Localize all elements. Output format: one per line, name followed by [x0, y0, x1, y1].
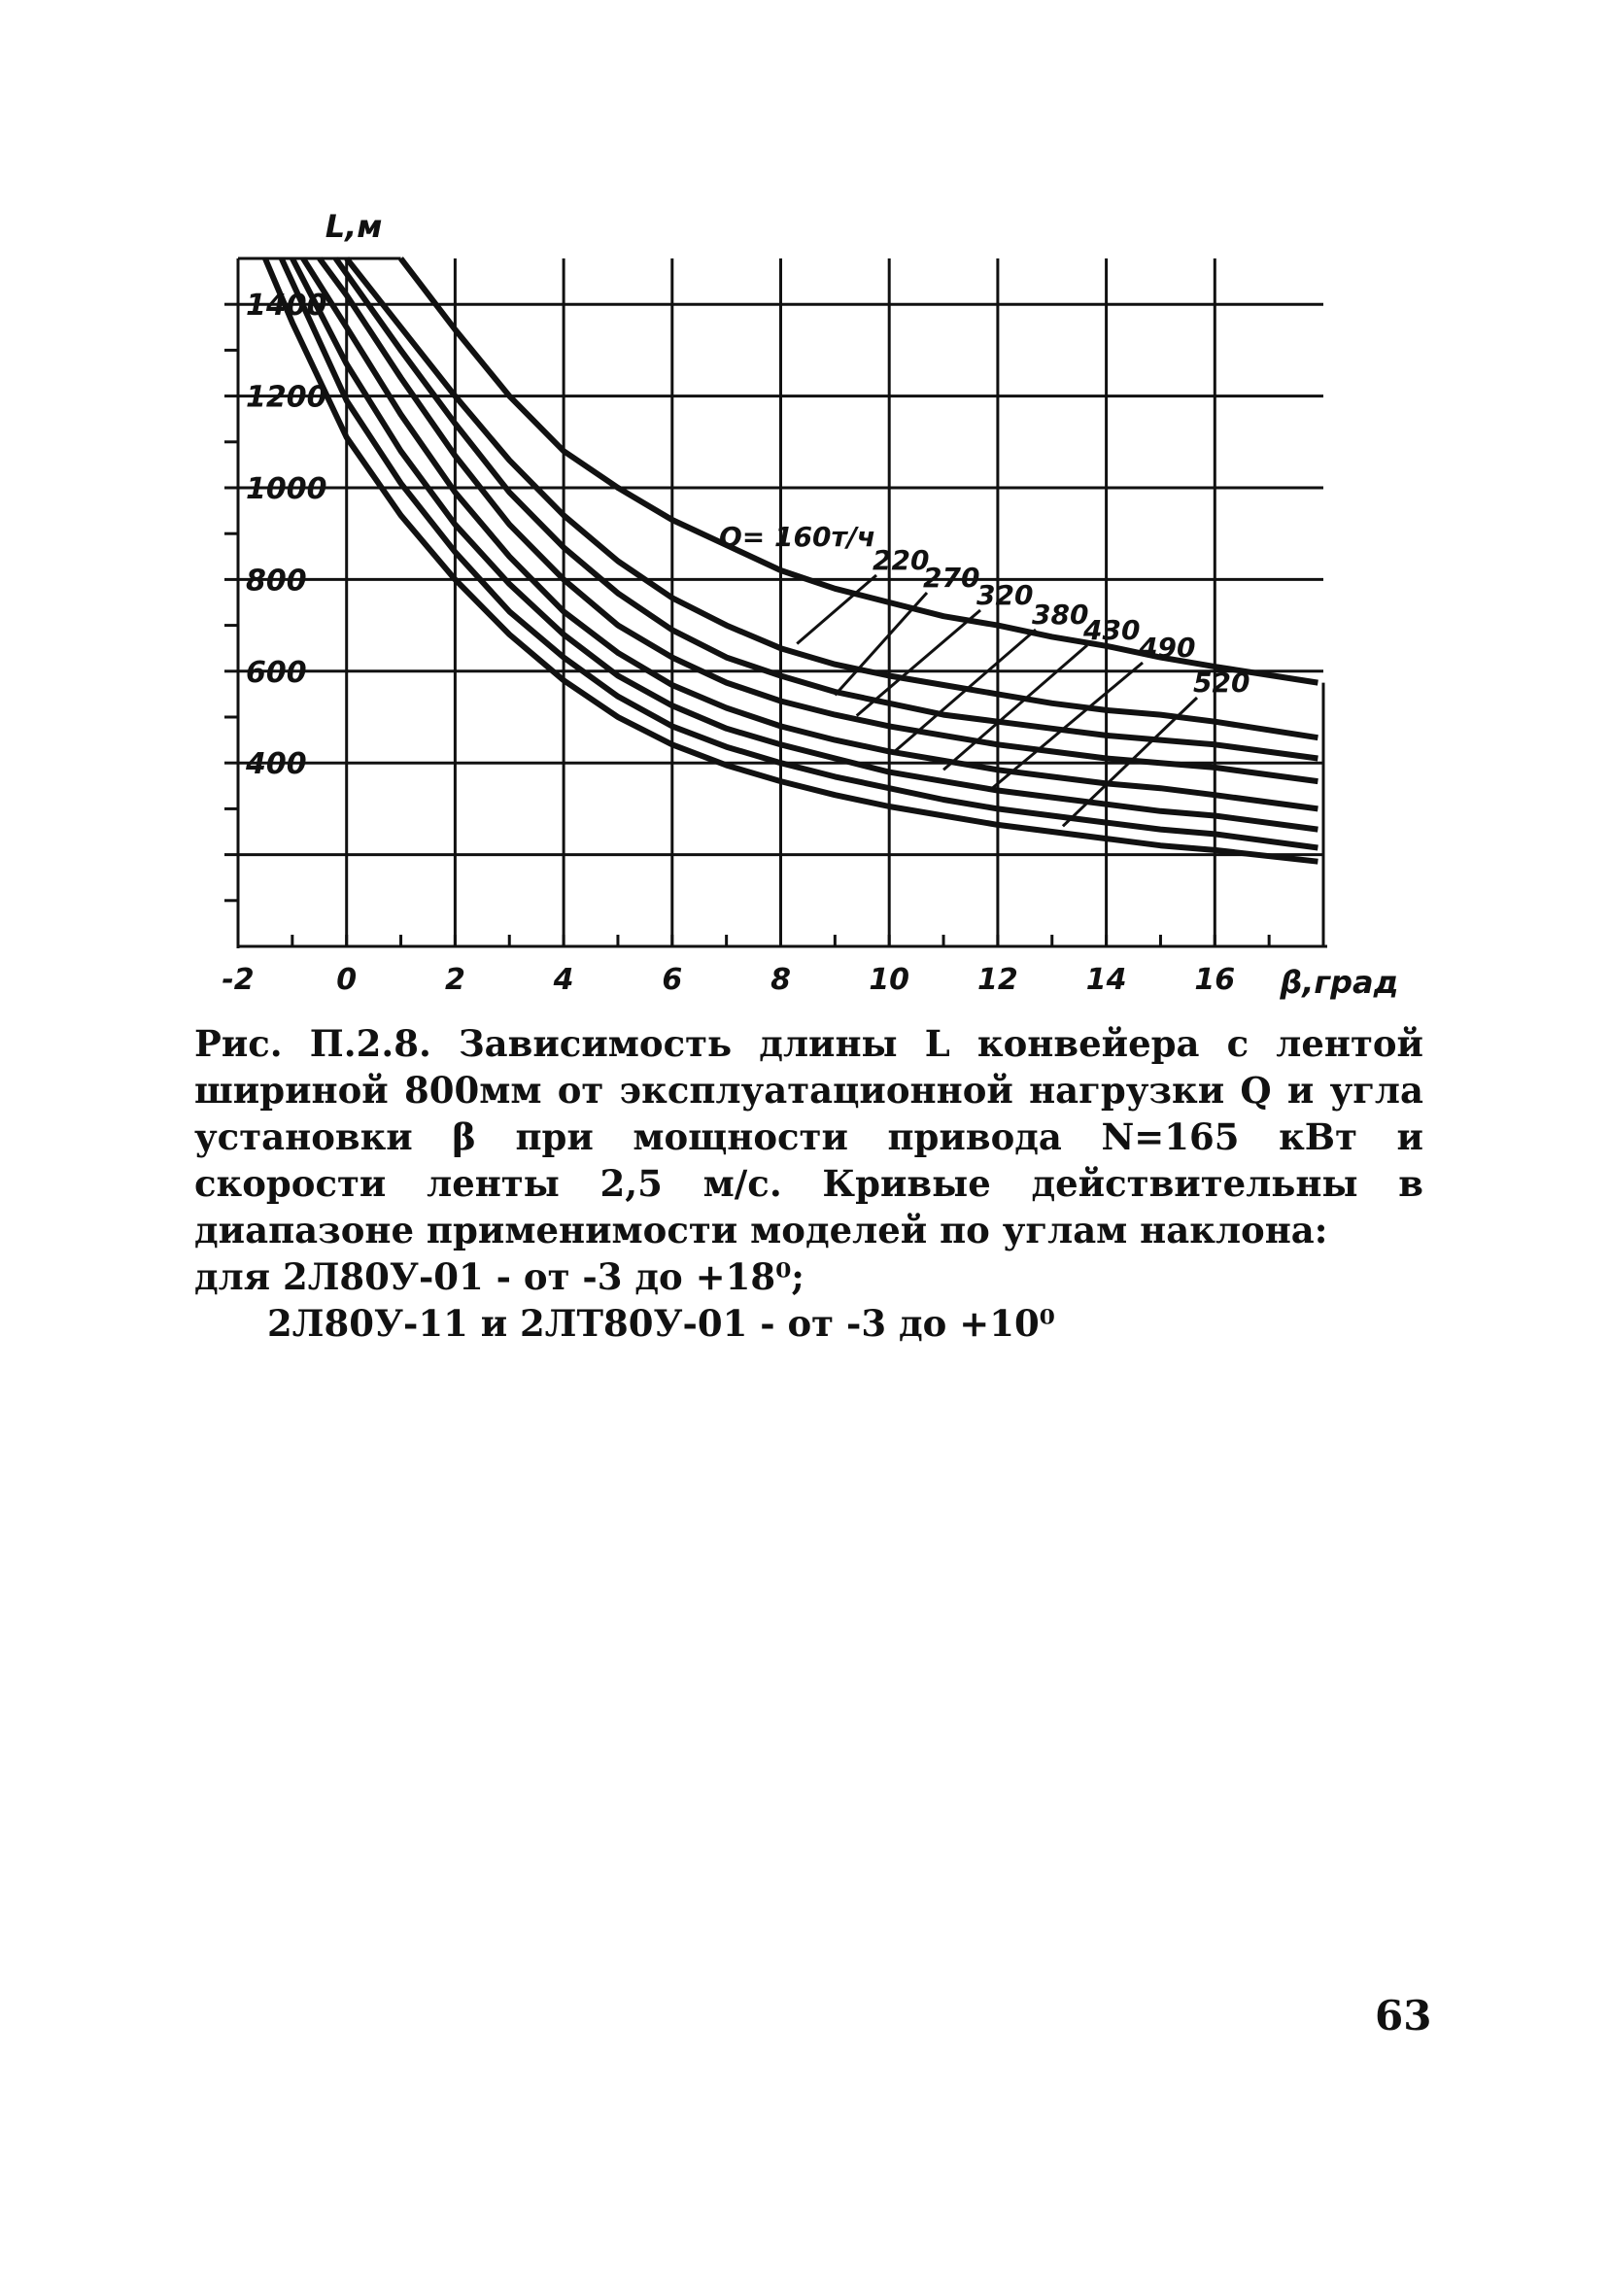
series-leader-380 — [895, 630, 1036, 751]
chart-series — [265, 258, 1318, 862]
x-axis-title: β,град — [1280, 964, 1399, 1001]
series-label-160: Q= 160т/ч — [719, 521, 876, 553]
series-leader-220 — [797, 575, 876, 643]
series-label-220: 220 — [873, 544, 930, 576]
series-label-380: 380 — [1032, 599, 1089, 631]
caption-main: Рис. П.2.8. Зависимость длины L конвейера с лентой шириной 800мм от эксплуатационной нагрузки Q и угла установки β при мощности привода N=165 кВт и скорости ленты 2,5 м/с. Кривые действительны в диапазоне применимости моделей по углам наклона: — [194, 1022, 1423, 1251]
y-tick-label: 1200 — [246, 380, 327, 415]
series-curve-220 — [347, 258, 1318, 737]
caption-model-2: 2Л80У-11 и 2ЛТ80У-01 - от -3 до +10⁰ — [267, 1302, 1055, 1345]
x-tick-label: 10 — [869, 963, 910, 997]
x-tick-label: 6 — [662, 963, 683, 997]
series-curve-490 — [282, 258, 1318, 848]
y-tick-label: 400 — [246, 747, 307, 782]
page-number: 63 — [1375, 1992, 1432, 2039]
series-label-490: 490 — [1139, 632, 1196, 664]
caption-model-1: для 2Л80У-01 - от -3 до +18⁰; — [194, 1255, 804, 1298]
y-tick-label: 1400 — [246, 289, 327, 324]
series-curve-160 — [401, 258, 1318, 683]
x-tick-label: 0 — [336, 963, 358, 997]
y-tick-label: 800 — [246, 564, 307, 599]
series-label-430: 430 — [1083, 614, 1141, 646]
series-leader-320 — [857, 610, 980, 716]
x-tick-label: 16 — [1194, 963, 1236, 997]
series-label-520: 520 — [1193, 667, 1250, 699]
x-tick-label: 8 — [770, 963, 791, 997]
series-label-320: 320 — [976, 579, 1034, 611]
series-curve-520 — [265, 258, 1318, 862]
y-axis-title: L,м — [325, 208, 383, 245]
x-tick-label: 12 — [977, 963, 1018, 997]
y-tick-label: 600 — [246, 655, 307, 690]
conveyor-length-chart — [0, 0, 1609, 1011]
series-curve-270 — [336, 258, 1318, 759]
x-tick-label: 2 — [444, 963, 465, 997]
x-tick-label: -2 — [222, 963, 255, 997]
x-tick-label: 4 — [553, 963, 574, 997]
series-label-270: 270 — [923, 562, 980, 594]
x-tick-label: 14 — [1085, 963, 1127, 997]
figure-caption — [194, 1020, 1423, 1347]
y-tick-label: 1000 — [246, 472, 327, 506]
